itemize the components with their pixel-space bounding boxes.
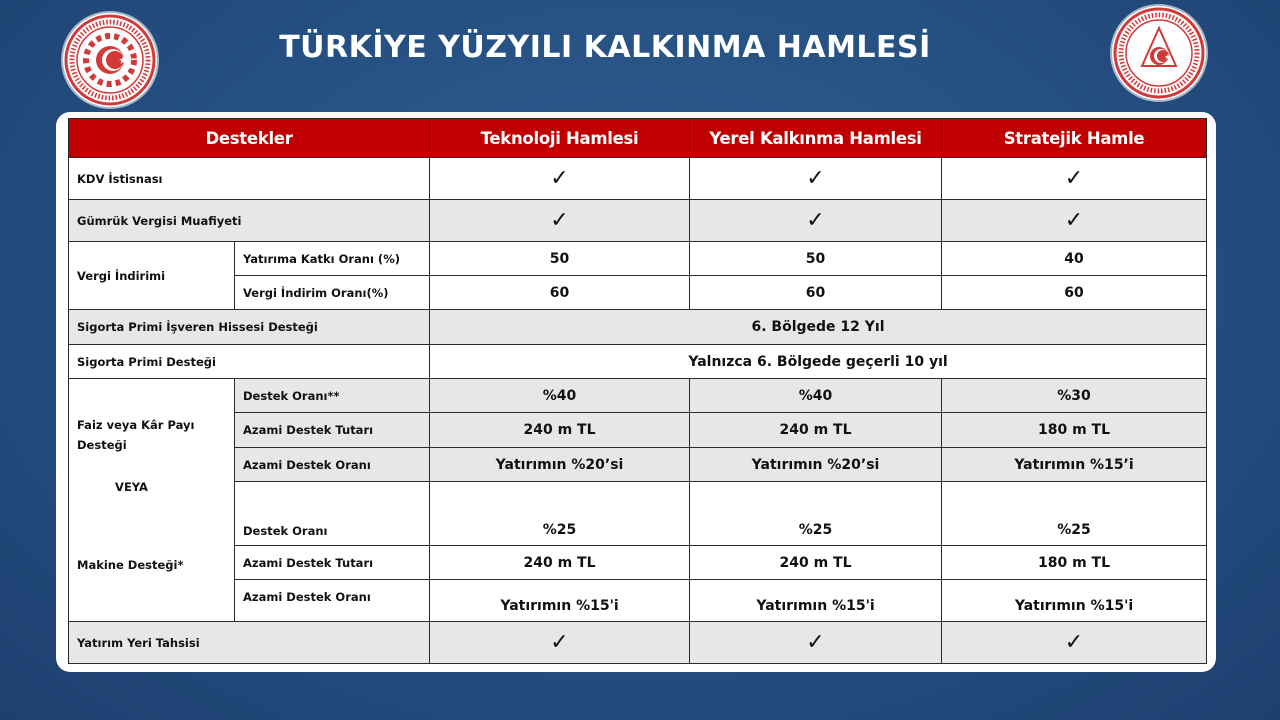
table-row <box>69 546 1207 580</box>
cell-value: %25 <box>942 482 1207 546</box>
sub-label: Destek Oranı <box>235 482 430 546</box>
sub-label: Yatırıma Katkı Oranı (%) <box>235 242 430 276</box>
row-label-kdv: KDV İstisnası <box>69 158 430 200</box>
cell-value: 60 <box>690 276 942 310</box>
header-yerel: Yerel Kalkınma Hamlesi <box>690 119 942 158</box>
cell-check <box>430 158 690 200</box>
check-icon: ✓ <box>550 165 569 191</box>
table-row <box>69 345 1207 379</box>
table-header-row <box>69 119 1207 158</box>
table-row <box>69 158 1207 200</box>
cell-check <box>942 200 1207 242</box>
cell-value: 60 <box>942 276 1207 310</box>
veya-label: VEYA <box>115 480 148 494</box>
cell-value: 240 m TL <box>430 546 690 580</box>
table-row <box>69 379 1207 413</box>
cell-value: %40 <box>430 379 690 413</box>
cell-value: %40 <box>690 379 942 413</box>
row-label-sigorta-primi: Sigorta Primi Desteği <box>69 345 430 379</box>
table-row <box>69 200 1207 242</box>
cell-value: 180 m TL <box>942 546 1207 580</box>
check-icon: ✓ <box>1064 207 1084 233</box>
cell-check <box>942 622 1207 664</box>
cell-value: %25 <box>430 482 690 546</box>
check-icon: ✓ <box>550 207 569 233</box>
sub-label: Vergi İndirim Oranı(%) <box>235 276 430 310</box>
table-row <box>69 276 1207 310</box>
table-row <box>69 413 1207 448</box>
check-icon: ✓ <box>806 165 825 191</box>
cell-value: 180 m TL <box>942 413 1207 448</box>
support-table <box>68 118 1207 664</box>
cell-value: Yatırımın %15'i <box>690 580 942 622</box>
cell-value: Yalnızca 6. Bölgede geçerli 10 yıl <box>430 345 1207 379</box>
cell-check <box>942 158 1207 200</box>
row-label-vergi: Vergi İndirimi <box>69 242 235 310</box>
sub-label: Azami Destek Tutarı <box>235 413 430 448</box>
ministry-seal-logo-left <box>63 13 157 107</box>
row-label-yer: Yatırım Yeri Tahsisi <box>69 622 430 664</box>
sub-label: Destek Oranı** <box>235 379 430 413</box>
row-label-faiz-makine <box>69 379 235 622</box>
cell-check <box>430 622 690 664</box>
sub-label: Azami Destek Oranı <box>235 580 430 622</box>
table-row <box>69 310 1207 345</box>
check-icon: ✓ <box>1064 629 1084 655</box>
table-row <box>69 242 1207 276</box>
check-icon: ✓ <box>806 207 825 233</box>
sub-label: Azami Destek Oranı <box>235 448 430 482</box>
header-destekler: Destekler <box>69 119 430 158</box>
header-stratejik: Stratejik Hamle <box>942 119 1207 158</box>
cell-value: %25 <box>690 482 942 546</box>
cell-value: 240 m TL <box>430 413 690 448</box>
cell-check <box>690 622 942 664</box>
check-icon: ✓ <box>806 629 825 655</box>
page-title: TÜRKİYE YÜZYILI KALKINMA HAMLESİ <box>279 30 931 65</box>
cell-value: %30 <box>942 379 1207 413</box>
cell-value: 40 <box>942 242 1207 276</box>
table-row <box>69 482 1207 546</box>
cell-value: 50 <box>690 242 942 276</box>
cell-value: Yatırımın %15'i <box>942 580 1207 622</box>
check-icon: ✓ <box>1064 165 1084 191</box>
header-teknoloji: Teknoloji Hamlesi <box>430 119 690 158</box>
table-row <box>69 622 1207 664</box>
table-row <box>69 580 1207 622</box>
ministry-seal-logo-right <box>1112 6 1206 100</box>
table-row <box>69 448 1207 482</box>
cell-check <box>430 200 690 242</box>
cell-value: 60 <box>430 276 690 310</box>
row-label-gumruk: Gümrük Vergisi Muafiyeti <box>69 200 430 242</box>
cell-value: 50 <box>430 242 690 276</box>
cell-value: 240 m TL <box>690 413 942 448</box>
cell-value: Yatırımın %20’si <box>690 448 942 482</box>
makine-label: Makine Desteği* <box>77 558 184 572</box>
row-label-sigorta-isveren: Sigorta Primi İşveren Hissesi Desteği <box>69 310 430 345</box>
cell-value: Yatırımın %20’si <box>430 448 690 482</box>
sub-label: Azami Destek Tutarı <box>235 546 430 580</box>
faiz-label-line2: Desteği <box>77 438 127 452</box>
check-icon: ✓ <box>550 629 569 655</box>
cell-value: 6. Bölgede 12 Yıl <box>430 310 1207 345</box>
cell-value: Yatırımın %15'i <box>430 580 690 622</box>
cell-check <box>690 200 942 242</box>
cell-value: 240 m TL <box>690 546 942 580</box>
faiz-label-line1: Faiz veya Kâr Payı <box>77 418 195 432</box>
cell-value: Yatırımın %15’i <box>942 448 1207 482</box>
cell-check <box>690 158 942 200</box>
